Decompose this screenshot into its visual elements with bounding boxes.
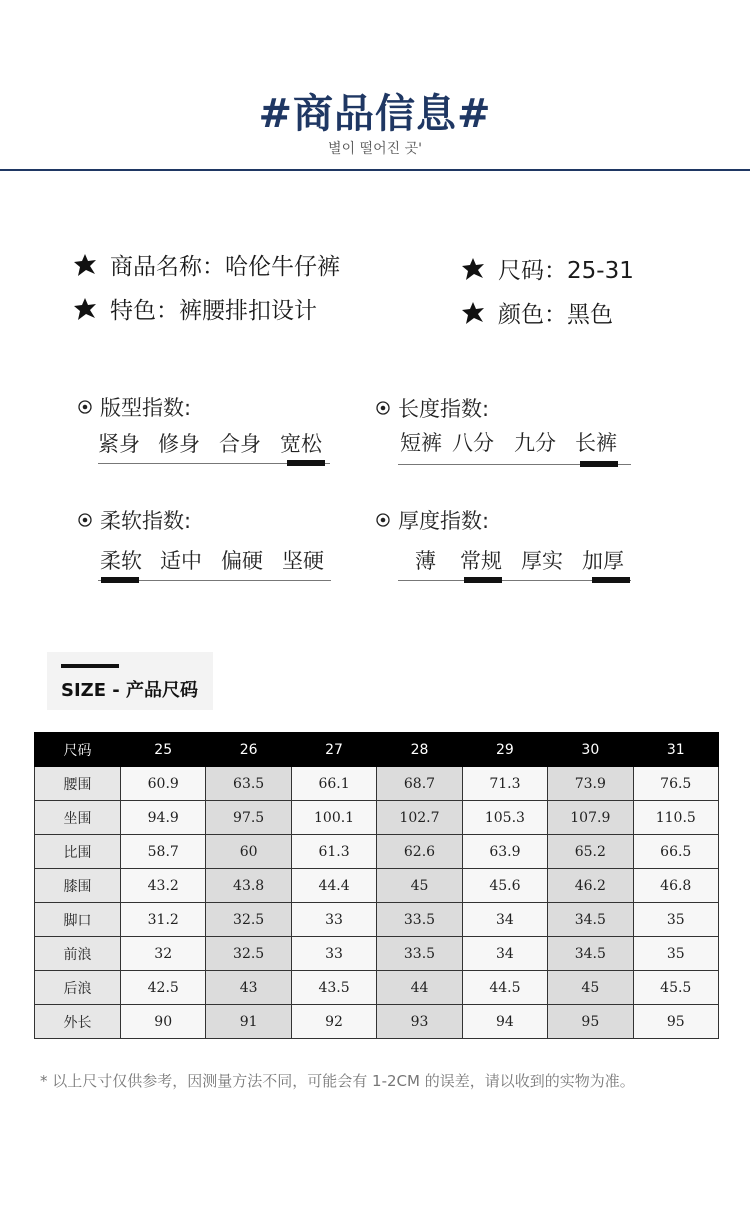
size-table-body	[35, 767, 719, 1039]
rating-length-options	[400, 427, 640, 455]
size-table	[34, 732, 719, 1039]
table-column-header: 30	[548, 733, 633, 767]
table-cell: 94	[462, 1005, 547, 1039]
page-subtitle: 별이 떨어진 곳'	[328, 141, 422, 157]
table-cell: 60	[206, 835, 291, 869]
table-row-label: 腰围	[35, 767, 121, 801]
table-cell: 73.9	[548, 767, 633, 801]
table-cell: 105.3	[462, 801, 547, 835]
table-cell: 45.5	[633, 971, 718, 1005]
info-color	[460, 296, 613, 329]
table-cell: 110.5	[633, 801, 718, 835]
rating-fit-options	[98, 428, 338, 456]
table-cell: 43.8	[206, 869, 291, 903]
target-icon	[376, 401, 390, 415]
table-row	[35, 767, 719, 801]
table-row-label: 后浪	[35, 971, 121, 1005]
rating-length-title: 长度指数:	[376, 393, 489, 423]
table-cell: 45	[548, 971, 633, 1005]
table-cell: 97.5	[206, 801, 291, 835]
rating-option: 修身	[158, 432, 200, 456]
table-row-label: 比围	[35, 835, 121, 869]
rating-length-marker	[580, 461, 618, 467]
header-divider	[0, 169, 750, 171]
target-icon	[78, 400, 92, 414]
table-cell: 43.2	[121, 869, 206, 903]
rating-option: 柔软	[100, 549, 142, 573]
rating-option: 坚硬	[282, 549, 324, 573]
info-feature	[72, 292, 317, 325]
info-size-text: 尺码：25-31	[498, 258, 634, 284]
table-row	[35, 801, 719, 835]
rating-option: 八分	[452, 431, 494, 455]
table-row-label: 膝围	[35, 869, 121, 903]
info-feature-text: 特色：裤腰排扣设计	[110, 298, 317, 324]
table-row	[35, 971, 719, 1005]
table-cell: 94.9	[121, 801, 206, 835]
flower-star-icon	[72, 296, 98, 322]
rating-option: 短裤	[400, 431, 442, 455]
table-row-label: 前浪	[35, 937, 121, 971]
table-cell: 76.5	[633, 767, 718, 801]
table-cell: 92	[291, 1005, 376, 1039]
table-cell: 35	[633, 937, 718, 971]
table-cell: 95	[633, 1005, 718, 1039]
table-column-header: 29	[462, 733, 547, 767]
table-cell: 45.6	[462, 869, 547, 903]
table-cell: 35	[633, 903, 718, 937]
size-section-label: SIZE - 产品尺码	[61, 680, 199, 701]
table-row-label: 坐围	[35, 801, 121, 835]
table-row	[35, 903, 719, 937]
rating-option: 薄	[415, 549, 436, 573]
table-cell: 65.2	[548, 835, 633, 869]
table-cell: 90	[121, 1005, 206, 1039]
table-row	[35, 835, 719, 869]
table-row	[35, 869, 719, 903]
table-cell: 43.5	[291, 971, 376, 1005]
table-cell: 32.5	[206, 903, 291, 937]
rating-option: 偏硬	[221, 549, 263, 573]
target-icon	[376, 513, 390, 527]
rating-thickness-marker	[464, 577, 502, 583]
rating-option: 适中	[160, 549, 202, 573]
table-cell: 31.2	[121, 903, 206, 937]
size-section-bar	[61, 664, 119, 668]
table-cell: 60.9	[121, 767, 206, 801]
table-cell: 66.1	[291, 767, 376, 801]
rating-softness-options	[100, 545, 340, 573]
table-header-row	[35, 733, 719, 767]
flower-star-icon	[460, 256, 486, 282]
table-cell: 68.7	[377, 767, 462, 801]
table-cell: 63.5	[206, 767, 291, 801]
table-row-label: 脚口	[35, 903, 121, 937]
rating-softness-title: 柔软指数:	[78, 505, 191, 535]
table-cell: 91	[206, 1005, 291, 1039]
table-cell: 93	[377, 1005, 462, 1039]
table-row-label: 外长	[35, 1005, 121, 1039]
table-cell: 44.4	[291, 869, 376, 903]
info-size	[460, 252, 634, 285]
table-cell: 66.5	[633, 835, 718, 869]
flower-star-icon	[72, 252, 98, 278]
info-color-text: 颜色：黑色	[498, 302, 613, 328]
rating-thickness-marker	[592, 577, 630, 583]
rating-option: 长裤	[575, 431, 617, 455]
rating-option: 加厚	[582, 549, 624, 573]
rating-option: 紧身	[98, 432, 140, 456]
target-icon	[78, 513, 92, 527]
table-cell: 42.5	[121, 971, 206, 1005]
flower-star-icon	[460, 300, 486, 326]
table-cell: 33.5	[377, 937, 462, 971]
table-column-header: 26	[206, 733, 291, 767]
table-cell: 71.3	[462, 767, 547, 801]
table-column-header: 25	[121, 733, 206, 767]
rating-softness-marker	[101, 577, 139, 583]
rating-option: 合身	[219, 432, 261, 456]
table-cell: 44.5	[462, 971, 547, 1005]
table-column-header: 31	[633, 733, 718, 767]
table-cell: 102.7	[377, 801, 462, 835]
rating-fit-marker	[287, 460, 325, 466]
table-cell: 44	[377, 971, 462, 1005]
rating-option: 常规	[460, 549, 502, 573]
info-product-name	[72, 248, 340, 281]
info-product-name-text: 商品名称：哈伦牛仔裤	[110, 254, 340, 280]
rating-thickness-title: 厚度指数:	[376, 505, 489, 535]
table-cell: 32.5	[206, 937, 291, 971]
table-row	[35, 937, 719, 971]
rating-fit-title: 版型指数:	[78, 392, 191, 422]
rating-thickness-options	[400, 545, 640, 573]
table-cell: 63.9	[462, 835, 547, 869]
table-cell: 100.1	[291, 801, 376, 835]
table-cell: 33	[291, 937, 376, 971]
table-column-header: 28	[377, 733, 462, 767]
table-cell: 45	[377, 869, 462, 903]
table-cell: 61.3	[291, 835, 376, 869]
table-cell: 62.6	[377, 835, 462, 869]
table-cell: 58.7	[121, 835, 206, 869]
table-cell: 33.5	[377, 903, 462, 937]
table-cell: 34.5	[548, 903, 633, 937]
table-cell: 43	[206, 971, 291, 1005]
table-corner: 尺码	[35, 733, 121, 767]
rating-option: 九分	[514, 431, 556, 455]
table-cell: 95	[548, 1005, 633, 1039]
table-cell: 107.9	[548, 801, 633, 835]
table-column-header: 27	[291, 733, 376, 767]
table-cell: 34	[462, 937, 547, 971]
table-cell: 46.2	[548, 869, 633, 903]
size-section-header	[47, 652, 213, 710]
table-cell: 34	[462, 903, 547, 937]
size-note: * 以上尺寸仅供参考，因测量方法不同，可能会有 1-2CM 的误差，请以收到的实物为准。	[40, 1072, 635, 1090]
rating-option: 厚实	[521, 549, 563, 573]
table-cell: 32	[121, 937, 206, 971]
table-cell: 33	[291, 903, 376, 937]
rating-option: 宽松	[280, 432, 322, 456]
page-title: #商品信息#	[258, 91, 492, 137]
table-cell: 34.5	[548, 937, 633, 971]
table-cell: 46.8	[633, 869, 718, 903]
table-row	[35, 1005, 719, 1039]
